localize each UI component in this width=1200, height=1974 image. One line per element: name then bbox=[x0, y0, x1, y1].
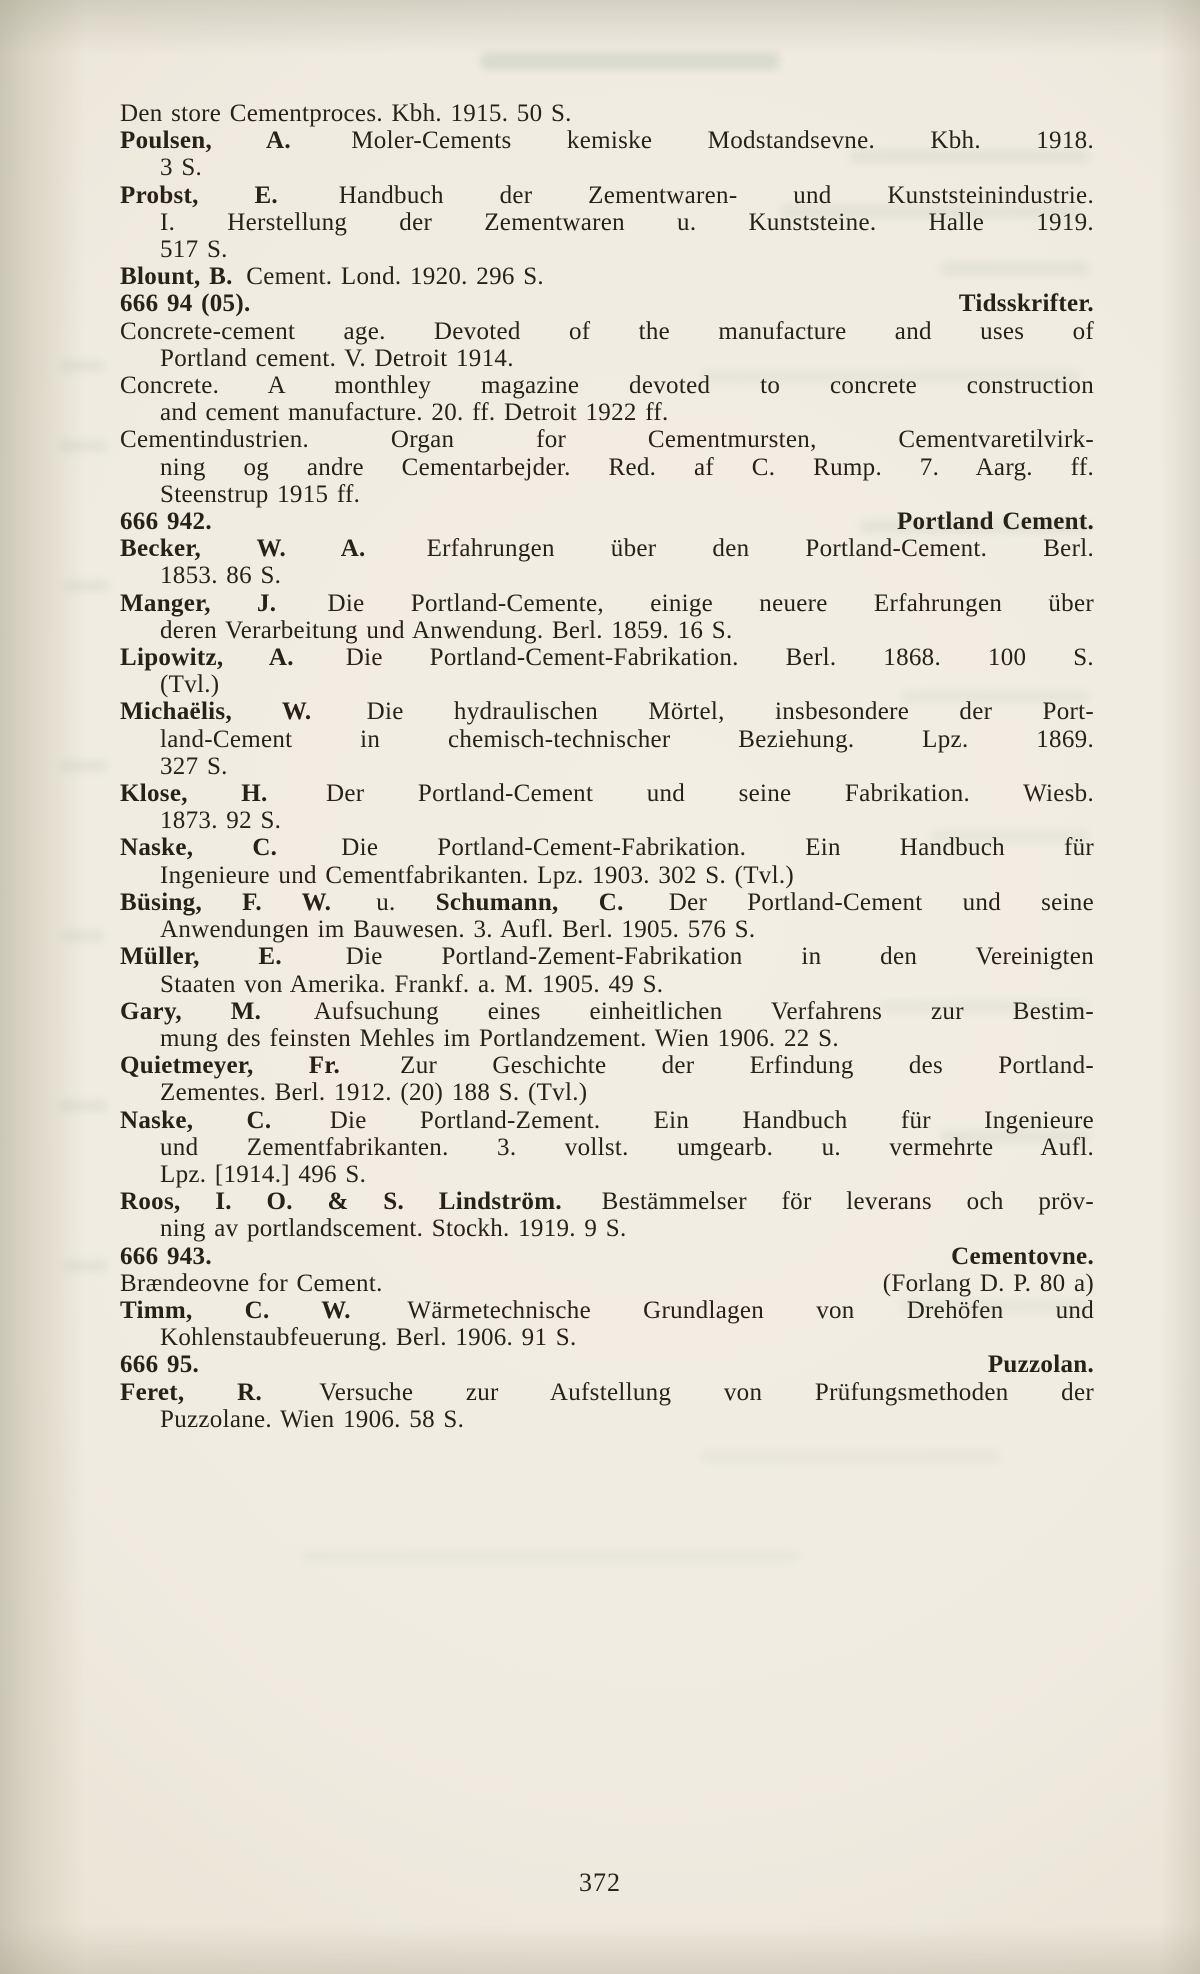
show-through-smudge bbox=[480, 52, 780, 70]
entry-text: Die Portland-Cemente, einige neuere Erfahrungen über bbox=[281, 589, 1094, 617]
entry-text: ning av portlandscement. Stockh. 1919. 9 S. bbox=[160, 1215, 627, 1243]
bib-line bbox=[120, 753, 1094, 780]
entry-text: Lpz. [1914.] 496 S. bbox=[160, 1160, 367, 1188]
bib-line bbox=[120, 345, 1094, 372]
bib-entry bbox=[120, 182, 1094, 264]
entry-text: Zur Geschichte der Erfindung des Portland- bbox=[345, 1052, 1095, 1080]
entry-text: Ingenieure und Cementfabrikanten. Lpz. 1903. 302 S. (Tvl.) bbox=[160, 861, 795, 889]
entry-text: Moler-Cements kemiske Modstandsevne. Kbh. 1918. bbox=[295, 127, 1094, 155]
entry-text: Der Portland-Cement und seine Fabrikation. Wiesb. bbox=[272, 780, 1094, 808]
entry-text: Der Portland-Cement und seine bbox=[628, 888, 1094, 916]
page-edge-shadow-top bbox=[0, 0, 1200, 55]
bib-line bbox=[120, 862, 1094, 889]
bib-line bbox=[120, 263, 1094, 290]
bib-entry bbox=[120, 834, 1094, 888]
section-title: Puzzolan. bbox=[987, 1351, 1094, 1379]
bib-line bbox=[120, 154, 1094, 181]
classification-code: 666 942. bbox=[120, 508, 212, 536]
bib-line bbox=[120, 916, 1094, 943]
entry-text: and cement manufacture. 20. ff. Detroit 1922 ff. bbox=[160, 399, 669, 427]
classification-code: 666 95. bbox=[120, 1351, 200, 1379]
show-through-smudge bbox=[62, 930, 104, 942]
bib-entry bbox=[120, 1379, 1094, 1433]
author-name: Klose, H. bbox=[120, 780, 268, 808]
bib-entry bbox=[120, 889, 1094, 943]
bib-line bbox=[120, 372, 1094, 399]
bib-line bbox=[120, 1134, 1094, 1161]
section-heading bbox=[120, 508, 1094, 535]
section-title: Cementovne. bbox=[951, 1242, 1094, 1270]
author-name: Poulsen, A. bbox=[120, 127, 291, 155]
entry-text: Die Portland-Zement. Ein Handbuch für Ingenieure bbox=[276, 1106, 1094, 1134]
bib-line bbox=[120, 971, 1094, 998]
bib-entry bbox=[120, 127, 1094, 181]
bib-line bbox=[120, 726, 1094, 753]
show-through-smudge bbox=[300, 1550, 800, 1563]
bib-line bbox=[120, 1188, 1094, 1215]
entry-text: Zementes. Berl. 1912. (20) 188 S. (Tvl.) bbox=[160, 1079, 588, 1107]
entry-text: Cement. Lond. 1920. 296 S. bbox=[237, 263, 544, 291]
section-heading bbox=[120, 290, 1094, 317]
bib-entry bbox=[120, 263, 1094, 290]
author-name: Blount, B. bbox=[120, 263, 233, 291]
section-heading bbox=[120, 1351, 1094, 1378]
bib-line bbox=[120, 889, 1094, 916]
author-name: Schumann, C. bbox=[435, 888, 624, 916]
entry-text: Puzzolane. Wien 1906. 58 S. bbox=[160, 1405, 465, 1433]
bib-entry bbox=[120, 1270, 1094, 1297]
bib-line bbox=[120, 454, 1094, 481]
bib-line bbox=[120, 209, 1094, 236]
entry-text: Cementindustrien. Organ for Cementmursten, Cementvaretilvirk- bbox=[120, 426, 1094, 454]
bib-line bbox=[120, 100, 1094, 127]
bib-line bbox=[120, 481, 1094, 508]
entry-text: (Tvl.) bbox=[160, 671, 220, 699]
entry-text: Versuche zur Aufstellung von Prüfungsmethoden der bbox=[267, 1378, 1095, 1406]
bib-entry bbox=[120, 535, 1094, 589]
bib-line bbox=[120, 182, 1094, 209]
bibliography bbox=[120, 100, 1094, 1433]
entry-text: Handbuch der Zementwaren- und Kunststeinindustrie. bbox=[282, 181, 1094, 209]
page-number: 372 bbox=[579, 1868, 621, 1897]
classification-code: 666 943. bbox=[120, 1242, 212, 1270]
entry-text: Staaten von Amerika. Frankf. a. M. 1905. 49 S. bbox=[160, 970, 664, 998]
bib-line bbox=[120, 1215, 1094, 1242]
entry-text: 327 S. bbox=[160, 752, 228, 780]
bib-line bbox=[120, 807, 1094, 834]
author-name: Büsing, F. W. bbox=[120, 888, 332, 916]
entry-text: Die Portland-Zement-Fabrikation in den Vereinigten bbox=[286, 943, 1094, 971]
bib-line bbox=[120, 236, 1094, 263]
entry-text: Anwendungen im Bauwesen. 3. Aufl. Berl. 1905. 576 S. bbox=[160, 916, 756, 944]
show-through-smudge bbox=[60, 760, 108, 772]
bib-line bbox=[120, 399, 1094, 426]
entry-text: Brændeovne for Cement. bbox=[120, 1269, 383, 1297]
bib-line bbox=[120, 617, 1094, 644]
entry-text: Concrete. A monthley magazine devoted to concrete construction bbox=[120, 372, 1094, 400]
entry-text: u. bbox=[336, 888, 436, 916]
author-name: Becker, W. A. bbox=[120, 535, 366, 563]
bib-line bbox=[120, 644, 1094, 671]
bib-line bbox=[120, 1107, 1094, 1134]
entry-text: I. Herstellung der Zementwaren u. Kunststeine. Halle 1919. bbox=[160, 208, 1094, 236]
section-title: Tidsskrifter. bbox=[958, 290, 1094, 318]
bib-entry bbox=[120, 100, 1094, 127]
page-edge-shadow-left bbox=[0, 0, 85, 1974]
bib-entry bbox=[120, 590, 1094, 644]
show-through-smudge bbox=[58, 1100, 108, 1112]
bib-line bbox=[120, 698, 1094, 725]
bib-entry bbox=[120, 1107, 1094, 1189]
bib-line bbox=[120, 780, 1094, 807]
entry-text: 517 S. bbox=[160, 236, 228, 264]
author-name: Naske, C. bbox=[120, 1106, 272, 1134]
bib-line bbox=[120, 1079, 1094, 1106]
entry-text: Die Portland-Cement-Fabrikation. Berl. 1868. 100 S. bbox=[298, 644, 1094, 672]
bib-entry bbox=[120, 1188, 1094, 1242]
entry-text: Erfahrungen über den Portland-Cement. Berl. bbox=[370, 535, 1095, 563]
author-name: Gary, M. bbox=[120, 997, 262, 1025]
author-name: Manger, J. bbox=[120, 589, 277, 617]
bib-entry bbox=[120, 426, 1094, 508]
entry-text: Die Portland-Cement-Fabrikation. Ein Handbuch für bbox=[282, 834, 1094, 862]
entry-text: deren Verarbeitung und Anwendung. Berl. 1859. 16 S. bbox=[160, 616, 733, 644]
bib-line bbox=[120, 1406, 1094, 1433]
bib-line bbox=[120, 943, 1094, 970]
page-edge-shadow-right bbox=[1160, 0, 1200, 1974]
bib-entry bbox=[120, 698, 1094, 780]
bib-line bbox=[120, 127, 1094, 154]
entry-text: Concrete-cement age. Devoted of the manufacture and uses of bbox=[120, 317, 1094, 345]
bib-line bbox=[120, 1161, 1094, 1188]
bib-line bbox=[120, 562, 1094, 589]
entry-text: Portland cement. V. Detroit 1914. bbox=[160, 344, 514, 372]
entry-text: Kohlenstaubfeuerung. Berl. 1906. 91 S. bbox=[160, 1324, 577, 1352]
bib-line bbox=[120, 1379, 1094, 1406]
bib-entry bbox=[120, 1052, 1094, 1106]
entry-text: mung des feinsten Mehles im Portlandzement. Wien 1906. 22 S. bbox=[160, 1024, 839, 1052]
bib-line bbox=[120, 834, 1094, 861]
entry-text: Wärmetechnische Grundlagen von Drehöfen und bbox=[355, 1296, 1094, 1324]
show-through-smudge bbox=[60, 360, 105, 372]
author-name: Naske, C. bbox=[120, 834, 278, 862]
author-name: Michaëlis, W. bbox=[120, 698, 312, 726]
author-name: Quietmeyer, Fr. bbox=[120, 1052, 340, 1080]
bib-line bbox=[120, 998, 1094, 1025]
bib-entry bbox=[120, 1297, 1094, 1351]
section-heading bbox=[120, 1243, 1094, 1270]
author-name: Probst, E. bbox=[120, 181, 278, 209]
entry-text: Bestämmelser för leverans och pröv- bbox=[566, 1188, 1094, 1216]
bib-entry bbox=[120, 998, 1094, 1052]
entry-text: 1873. 92 S. bbox=[160, 807, 282, 835]
author-name: Timm, C. W. bbox=[120, 1296, 351, 1324]
entry-text: land-Cement in chemisch-technischer Beziehung. Lpz. 1869. bbox=[160, 725, 1094, 753]
entry-text: 1853. 86 S. bbox=[160, 562, 282, 590]
bib-line bbox=[120, 1297, 1094, 1324]
entry-text: Den store Cementproces. Kbh. 1915. 50 S. bbox=[120, 100, 572, 127]
section-title: Portland Cement. bbox=[896, 508, 1094, 536]
bib-line bbox=[120, 318, 1094, 345]
classification-code: 666 94 (05). bbox=[120, 290, 251, 318]
bib-entry bbox=[120, 644, 1094, 698]
show-through-smudge bbox=[700, 1450, 1000, 1463]
entry-text: Steenstrup 1915 ff. bbox=[160, 480, 361, 508]
bib-line bbox=[120, 590, 1094, 617]
show-through-smudge bbox=[58, 440, 108, 452]
bib-line bbox=[120, 426, 1094, 453]
bib-entry bbox=[120, 372, 1094, 426]
show-through-smudge bbox=[64, 580, 109, 592]
bib-line bbox=[120, 1052, 1094, 1079]
bib-entry bbox=[120, 318, 1094, 372]
author-name: Lipowitz, A. bbox=[120, 644, 294, 672]
page-edge-shadow-bottom bbox=[0, 1924, 1200, 1974]
author-name: Feret, R. bbox=[120, 1378, 263, 1406]
entry-text: ning og andre Cementarbejder. Red. af C. Rump. 7. Aarg. ff. bbox=[160, 453, 1094, 481]
entry-text: Aufsuchung eines einheitlichen Verfahrens zur Bestim- bbox=[266, 997, 1094, 1025]
author-name: Müller, E. bbox=[120, 943, 282, 971]
entry-text: Die hydraulischen Mörtel, insbesondere der Port- bbox=[316, 698, 1094, 726]
bib-line bbox=[120, 535, 1094, 562]
bib-entry bbox=[120, 943, 1094, 997]
entry-text: 3 S. bbox=[160, 154, 203, 182]
entry-text: und Zementfabrikanten. 3. vollst. umgearb. u. vermehrte Aufl. bbox=[160, 1133, 1094, 1161]
bib-line bbox=[120, 671, 1094, 698]
show-through-smudge bbox=[64, 1260, 108, 1272]
bib-line bbox=[120, 1025, 1094, 1052]
bib-entry bbox=[120, 780, 1094, 834]
bib-line bbox=[120, 1324, 1094, 1351]
entry-reference: (Forlang D. P. 80 a) bbox=[882, 1269, 1094, 1297]
author-name: Roos, I. O. & S. Lindström. bbox=[120, 1188, 562, 1216]
